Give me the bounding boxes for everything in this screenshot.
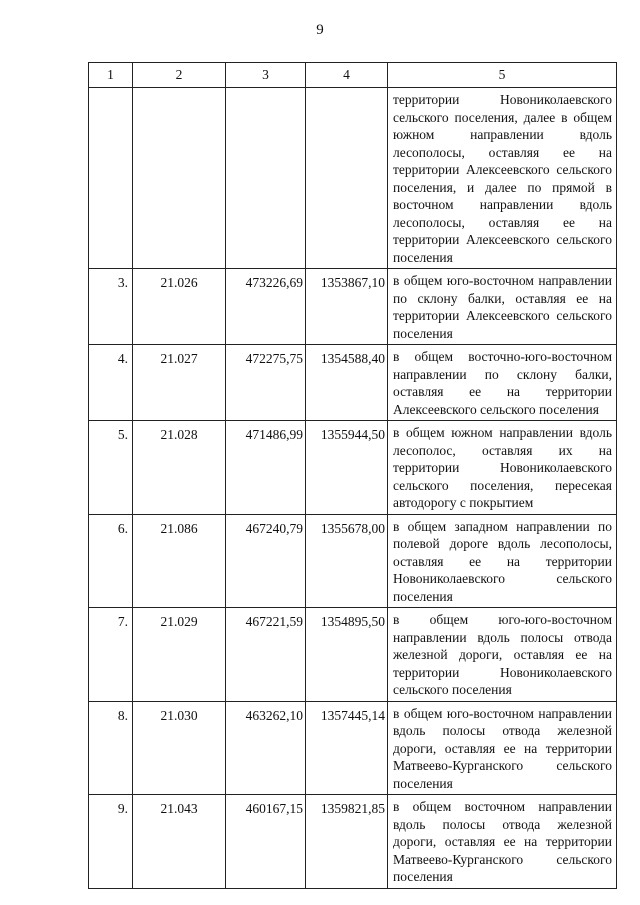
coord-x: 472275,75	[226, 345, 306, 421]
header-col-5: 5	[388, 63, 617, 88]
row-number: 5.	[89, 421, 133, 515]
coord-x: 467221,59	[226, 608, 306, 702]
coord-y: 1355944,50	[306, 421, 388, 515]
row-number: 8.	[89, 701, 133, 795]
table-row	[89, 701, 617, 795]
point-id	[133, 88, 226, 269]
point-id: 21.086	[133, 514, 226, 608]
row-number: 9.	[89, 795, 133, 889]
point-id: 21.043	[133, 795, 226, 889]
coord-x: 473226,69	[226, 269, 306, 345]
row-number	[89, 88, 133, 269]
boundary-description: территории Новониколаевского сельского поселения, далее в общем южном направлении вдоль лесополосы, оставляя ее на территории Алексеевского сельского поселения, и далее по прямой в восточном направлении вдоль лесополосы, оставляя ее на территории Алексеевского сельского поселения	[388, 88, 617, 269]
row-number: 4.	[89, 345, 133, 421]
boundary-description: в общем восточном направлении вдоль полосы отвода железной дороги, оставляя ее на территории Матвеево-Курганского сельского поселения	[388, 795, 617, 889]
coord-y: 1357445,14	[306, 701, 388, 795]
header-col-4: 4	[306, 63, 388, 88]
boundary-description: в общем юго-юго-восточном направлении вдоль полосы отвода железной дороги, оставляя ее на территории Новониколаевского сельского поселения	[388, 608, 617, 702]
boundary-description: в общем южном направлении вдоль лесополос, оставляя их на территории Новониколаевского сельского поселения, пересекая автодорогу с покрытием	[388, 421, 617, 515]
point-id: 21.028	[133, 421, 226, 515]
boundary-description: в общем восточно-юго-восточном направлении по склону балки, оставляя ее на территории Алексеевского сельского поселения	[388, 345, 617, 421]
point-id: 21.030	[133, 701, 226, 795]
coord-y: 1354588,40	[306, 345, 388, 421]
table-header-row	[89, 63, 617, 88]
table-row	[89, 514, 617, 608]
table-row	[89, 608, 617, 702]
table-row	[89, 795, 617, 889]
coord-x	[226, 88, 306, 269]
boundary-table	[88, 62, 617, 889]
coord-x: 467240,79	[226, 514, 306, 608]
coord-x: 460167,15	[226, 795, 306, 889]
row-number: 3.	[89, 269, 133, 345]
boundary-description: в общем юго-восточном направлении вдоль полосы отвода железной дороги, оставляя ее на территории Матвеево-Курганского сельского поселения	[388, 701, 617, 795]
row-number: 7.	[89, 608, 133, 702]
point-id: 21.029	[133, 608, 226, 702]
point-id: 21.026	[133, 269, 226, 345]
table-row	[89, 88, 617, 269]
header-col-1: 1	[89, 63, 133, 88]
header-col-3: 3	[226, 63, 306, 88]
coord-y: 1354895,50	[306, 608, 388, 702]
table-row	[89, 269, 617, 345]
coord-y: 1353867,10	[306, 269, 388, 345]
coord-y	[306, 88, 388, 269]
coord-x: 471486,99	[226, 421, 306, 515]
table-row	[89, 345, 617, 421]
point-id: 21.027	[133, 345, 226, 421]
coord-x: 463262,10	[226, 701, 306, 795]
row-number: 6.	[89, 514, 133, 608]
boundary-description: в общем западном направлении по полевой дороге вдоль лесополосы, оставляя ее на территории Новониколаевского сельского поселения	[388, 514, 617, 608]
header-col-2: 2	[133, 63, 226, 88]
page-number: 9	[316, 22, 324, 38]
boundary-description: в общем юго-восточном направлении по склону балки, оставляя ее на территории Алексеевского сельского поселения	[388, 269, 617, 345]
table-row	[89, 421, 617, 515]
coord-y: 1359821,85	[306, 795, 388, 889]
coord-y: 1355678,00	[306, 514, 388, 608]
